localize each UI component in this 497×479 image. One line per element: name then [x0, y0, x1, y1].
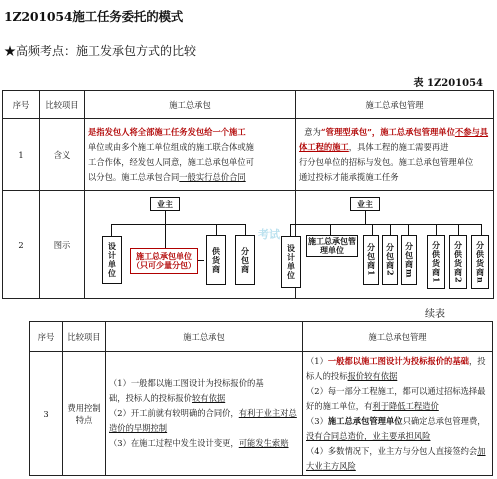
gcm-cost-control: （1）一般都以施工图设计为投标报价的基础，投标人的投标报价较有依据 （2）每一部分工程施工，都可以通过招标选择最好的施工单位，有利于降低工程造价 （3）施工总承包管理单位只确定总承包管理费，没有合同总造价，业主要承担风险 （4）多数情况下，业主方与分包人直接签约会加大业主方风险: [303, 352, 493, 476]
header-gc: 施工总承包: [106, 322, 303, 352]
table-row: [30, 352, 493, 476]
watermark: 考试: [258, 228, 280, 241]
row-no: 1: [3, 119, 40, 191]
subcontractor-m-box: 分包商m: [401, 235, 417, 285]
row-item: 图示: [40, 191, 85, 299]
row-no: 2: [3, 191, 40, 299]
header-item: 比较项目: [40, 91, 85, 119]
header-gc: 施工总承包: [85, 91, 296, 119]
continued-label: 续表: [425, 309, 445, 320]
header-item: 比较项目: [63, 322, 106, 352]
design-unit-box: 设计单位: [102, 236, 122, 284]
table-number: 表 1Z201054: [413, 78, 483, 89]
header-gcm: 施工总承包管理: [296, 91, 494, 119]
header-no: 序号: [30, 322, 63, 352]
gc-definition: 是指发包人将全部施工任务发包给一个施工 单位或由多个施工单位组成的施工联合体或施 工合作体，经发包人同意，施工总承包单位可 以分包。施工总承包合同一般实行总价合同: [85, 119, 296, 191]
subcontractor-2-box: 分包商2: [382, 235, 398, 285]
row-item: 费用控制特点: [63, 352, 106, 476]
table-row: [3, 119, 494, 191]
supplier-2-box: 分供货商2: [449, 235, 467, 289]
page-heading: 1Z201054施工任务委托的模式: [4, 9, 184, 24]
owner-box: 业主: [150, 197, 180, 211]
row-no: 3: [30, 352, 63, 476]
subcontractor-1-box: 分包商1: [363, 235, 379, 285]
header-no: 序号: [3, 91, 40, 119]
header-gcm: 施工总承包管理: [303, 322, 493, 352]
supplier-box: 供货商: [206, 235, 226, 285]
supplier-n-box: 分供货商n: [471, 235, 489, 289]
gc-unit-box: 施工总承包单位（只可少量分包）: [130, 248, 198, 274]
supplier-1-box: 分供货商1: [427, 235, 445, 289]
row-item: 含义: [40, 119, 85, 191]
design-unit-box: 设计单位: [281, 236, 301, 288]
owner-box: 业主: [350, 197, 380, 211]
gc-cost-control: （1）一般都以施工图设计为投标报价的基 础，投标人的投标报价较有依据 （2）开工前就有较明确的合同价，有利于业主对总造价的早期控制 （3）在施工过程中发生设计变更，可能发生索赔: [106, 352, 303, 476]
comparison-table-2: [29, 321, 493, 476]
gcm-unit-box: 施工总承包管理单位: [308, 236, 356, 255]
sub-heading: ★高频考点：施工发承包方式的比较: [4, 44, 197, 58]
gcm-definition: 意为“管理型承包”，施工总承包管理单位不参与具体工程的施工，具体工程的施工需要再进 行分包单位的招标与发包。施工总承包管理单位 通过投标才能承揽施工任务: [296, 119, 494, 191]
subcontractor-box: 分包商: [235, 235, 255, 285]
